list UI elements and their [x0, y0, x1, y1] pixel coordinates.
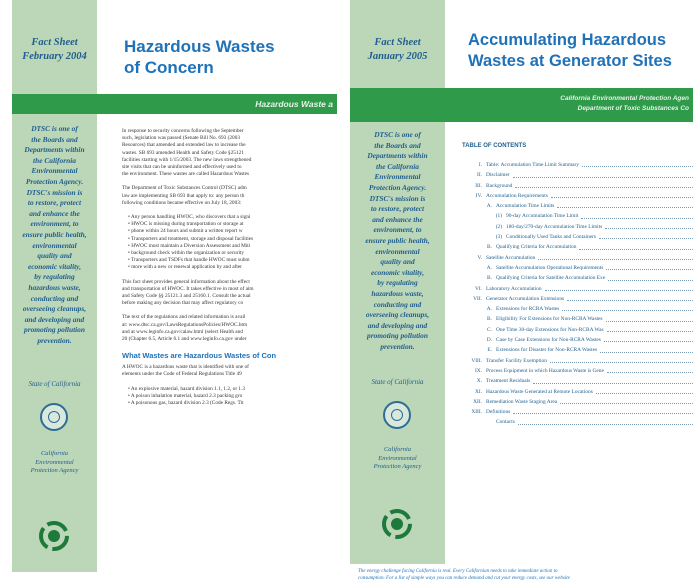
toc-entry-label: Hazardous Waste Generated at Remote Locations — [486, 388, 593, 395]
toc-entry-label: Accumulation Time Limits — [496, 203, 555, 210]
mission-line: the California — [376, 161, 419, 171]
toc-entry[interactable] — [468, 211, 693, 221]
list-item: • phone within 24 hours and submit a written report w — [128, 228, 337, 235]
toc-leader-dots — [513, 170, 693, 177]
toc-leader-dots — [538, 253, 693, 260]
toc-leader-dots — [599, 232, 693, 239]
paragraph — [122, 128, 337, 178]
bullet-list — [128, 214, 337, 272]
toc-entry-label: Conditionally Used Tanks and Containers — [506, 234, 596, 241]
text-line: wastes. SB 693 amended Health and Safety Code §25121 — [122, 149, 244, 156]
mission-line: to restore, protect — [370, 204, 425, 214]
list-item: • An explosive material, hazard division 1.1, 1.2, or 1.3 — [128, 386, 337, 393]
toc-entry[interactable] — [468, 181, 693, 191]
toc-entry-label: Process Equipment in which Hazardous Waste is Gene — [486, 367, 604, 374]
state-label: State of California — [28, 380, 81, 388]
list-item: • HWOC must maintain a Diversion Assessment and Miti — [128, 243, 337, 250]
mission-line: Protection Agency. — [25, 176, 84, 186]
bullet-list — [128, 386, 337, 408]
toc-entry-label: Extensions for RCRA Wastes — [496, 306, 560, 313]
text-line: A HWOC is a hazardous waste that is identified with one of — [122, 364, 249, 371]
toc-entry-number: B. — [487, 275, 492, 282]
toc-entry-label: Qualifying Criteria for Accumulation — [496, 244, 577, 251]
mission-line: conducting and — [373, 299, 422, 309]
mission-line: and enhance the — [29, 208, 80, 218]
toc-entry-label: Definitions — [486, 409, 511, 416]
toc-leader-dots — [608, 273, 693, 280]
text-line: the environment. These wastes are called Hazardous Wastes — [122, 171, 250, 178]
toc-entry[interactable] — [468, 387, 693, 397]
toc-entry-number: X. — [476, 378, 482, 385]
toc-entry[interactable] — [468, 417, 693, 427]
toc-leader-dots — [562, 304, 693, 311]
toc-entry[interactable] — [468, 356, 693, 366]
mission-line: by regulating — [34, 272, 75, 282]
toc-entry-number: (1) — [495, 213, 502, 220]
toc-entry-number: III. — [475, 182, 482, 189]
mission-line: prevention. — [37, 335, 72, 345]
toc-entry[interactable] — [468, 263, 693, 273]
paragraph — [122, 185, 337, 207]
toc-leader-dots — [533, 376, 693, 383]
mission-line: DTSC is one of — [31, 124, 78, 133]
mission-line: prevention. — [380, 341, 415, 351]
mission-line: conducting and — [30, 293, 79, 303]
mission-line: quality and — [380, 257, 415, 267]
mission-line: Departments within — [24, 145, 85, 155]
toc-entry[interactable] — [468, 345, 693, 355]
toc-entry-label: Transfer Facility Exemption — [486, 357, 547, 364]
text-line: and transportation of HWOC. It takes effective in most of aim — [122, 285, 254, 292]
mission-statement — [354, 130, 441, 352]
mission-line: to restore, protect — [27, 198, 82, 208]
toc-entry[interactable] — [468, 170, 693, 180]
toc-title: TABLE OF CONTENTS — [462, 143, 527, 149]
toc-entry-number: B. — [487, 244, 492, 251]
toc-leader-dots — [606, 314, 693, 321]
toc-entry-label: 180-day/270-day Accumulation Time Limits — [506, 223, 603, 230]
toc-entry[interactable] — [468, 201, 693, 211]
toc-entry-label: Disclaimer — [486, 172, 510, 179]
agency-line: Protection Agency — [30, 467, 79, 474]
text-line: law are implementing SB 693 that apply to: any person th — [122, 192, 245, 199]
toc-leader-dots — [550, 356, 693, 363]
recycle-logo-icon — [382, 509, 412, 539]
toc-leader-dots — [560, 397, 693, 404]
mission-line: ensure public health, — [365, 235, 430, 245]
toc-entry-number: XII. — [473, 398, 482, 405]
text-line: such, legislation was passed (Senate Bill No. 693 (2003 — [122, 135, 240, 142]
toc-entry-number: A. — [486, 264, 492, 271]
agency-line: California — [40, 450, 69, 457]
toc-entry-label: Contacts — [496, 419, 515, 426]
toc-entry-number: XI. — [474, 388, 482, 395]
toc-leader-dots — [513, 407, 693, 414]
toc-entry-label: Qualifying Criteria for Satellite Accumulation Exe — [496, 275, 606, 282]
toc-leader-dots — [596, 387, 693, 394]
toc-entry-label: Satellite Accumulation Operational Requirements — [496, 264, 604, 271]
fact-sheet-date-label: Fact Sheet January 2005 — [367, 37, 428, 62]
fact-sheet-accumulating-hazardous-wastes — [350, 0, 693, 586]
toc-entry[interactable] — [468, 304, 693, 314]
toc-entry-number: A. — [486, 306, 492, 313]
mission-line: the Boards and — [374, 140, 421, 150]
toc-entry[interactable] — [468, 232, 693, 242]
mission-line: environmental — [32, 240, 77, 250]
toc-entry[interactable] — [468, 335, 693, 345]
fact-sheet-hazardous-wastes-of-concern — [12, 0, 337, 572]
recycle-logo-icon — [39, 521, 69, 551]
toc-entry-label: Extensions for Disaster for Non-RCRA Wastes — [496, 347, 598, 354]
footer-line: consumption. For a list of simple ways you can reduce demand and cut your energy costs, see our website — [358, 576, 570, 581]
toc-leader-dots — [582, 160, 693, 167]
text-line: elements under the Code of Federal Regulations Title 49 — [122, 371, 242, 378]
text-line: This fact sheet provides general information about the effect — [122, 278, 250, 285]
mission-line: by regulating — [377, 278, 418, 288]
toc-leader-dots — [606, 263, 693, 270]
toc-entry-number: II. — [477, 172, 482, 179]
toc-entry-number: E. — [487, 347, 492, 354]
text-line: In response to security concerns following the September — [122, 128, 244, 134]
mission-line: DTSC is one of — [374, 130, 421, 139]
text-line: and Safety Code §§ 25121.3 and 25160.1. Consult the actual — [122, 293, 251, 300]
toc-leader-dots — [567, 294, 693, 301]
toc-entry[interactable] — [468, 294, 693, 304]
state-seal-icon — [40, 403, 68, 431]
text-line: site visits that can be uninformed and effectively used to — [122, 164, 242, 171]
toc-leader-dots — [518, 417, 693, 424]
mission-line: overseeing cleanups, — [365, 310, 430, 320]
toc-leader-dots — [605, 222, 693, 229]
table-of-contents — [468, 160, 693, 428]
toc-entry-label: 90-day Accumulation Time Limit — [506, 213, 579, 220]
toc-entry-label: One Time 30-day Extensions for Non-RCRA Was — [496, 326, 604, 333]
footer-note — [358, 568, 693, 582]
toc-entry[interactable] — [468, 242, 693, 252]
toc-entry[interactable] — [468, 325, 693, 335]
toc-entry-label: Laboratory Accumulation — [486, 285, 542, 292]
state-seal-icon — [383, 401, 411, 429]
paragraph — [122, 314, 337, 343]
toc-leader-dots — [557, 201, 693, 208]
toc-entry-number: VIII. — [471, 357, 482, 364]
mission-line: DTSC's mission is — [26, 187, 83, 197]
toc-leader-dots — [579, 242, 693, 249]
toc-entry[interactable] — [468, 160, 693, 170]
agency-line: Protection Agency — [373, 463, 422, 470]
mission-line: quality and — [37, 251, 72, 261]
toc-leader-dots — [515, 181, 693, 188]
paragraph — [122, 364, 337, 378]
toc-entry-label: Case by Case Extensions for Non-RCRA Wastes — [496, 337, 601, 344]
toc-entry-number: IX. — [474, 367, 482, 374]
paragraph — [122, 279, 337, 308]
text-line: at: www.dtsc.ca.gov/LawsRegulationsPolicies/HWOC.htm — [122, 321, 248, 328]
toc-entry-label: Satellite Accumulation — [486, 254, 536, 261]
toc-entry-number: V. — [477, 254, 482, 261]
text-line: Resources) that amended and extended law to increase the — [122, 142, 246, 149]
toc-leader-dots — [581, 211, 693, 218]
list-item: • Transporters and treatment, storage and disposal facilities — [128, 236, 337, 243]
mission-line: Departments within — [367, 151, 428, 161]
body-text — [122, 128, 337, 414]
mission-line: hazardous waste, — [371, 288, 424, 298]
mission-line: promoting pollution — [367, 331, 428, 341]
toc-entry[interactable] — [468, 314, 693, 324]
agency-line: California — [383, 446, 412, 453]
toc-leader-dots — [604, 335, 693, 342]
list-item: • A poisonous gas, hazard division 2.3 (Code Regs. Tit — [128, 400, 337, 407]
toc-entry-number: VII. — [473, 295, 482, 302]
list-item: • Any person handling HWOC, who discovers that a signi — [128, 214, 337, 221]
mission-line: Protection Agency. — [368, 182, 427, 192]
mission-line: and developing and — [24, 314, 85, 324]
toc-entry-number: VI. — [474, 285, 482, 292]
agency-line: Environmental — [378, 454, 417, 462]
toc-entry-number: IV. — [475, 192, 482, 199]
text-line: following conditions became effective on July 18, 2003: — [122, 199, 242, 206]
mission-line: the Boards and — [31, 134, 78, 144]
toc-leader-dots — [600, 345, 693, 352]
toc-entry[interactable] — [468, 376, 693, 386]
toc-leader-dots — [551, 191, 693, 198]
mission-line: economic vitality, — [370, 267, 425, 277]
mission-line: hazardous waste, — [28, 282, 81, 292]
agency-line: Environmental — [35, 458, 74, 466]
toc-entry[interactable] — [468, 222, 693, 232]
mission-line: environmental — [375, 246, 420, 256]
text-line: before making any decision that may affect regulatory co — [122, 300, 244, 307]
toc-entry-label: Remediation Waste Staging Area — [486, 398, 558, 405]
toc-entry-number: B. — [487, 316, 492, 323]
mission-line: environment, to — [30, 219, 79, 229]
mission-line: and developing and — [367, 320, 428, 330]
mission-line: ensure public health, — [22, 229, 87, 239]
page-title: Hazardous Wastes of Concern — [124, 37, 275, 77]
mission-line: DTSC's mission is — [369, 193, 426, 203]
toc-entry[interactable] — [468, 407, 693, 417]
toc-entry[interactable] — [468, 253, 693, 263]
mission-line: overseeing cleanups, — [22, 304, 87, 314]
mission-line: promoting pollution — [24, 325, 85, 335]
toc-leader-dots — [545, 284, 693, 291]
toc-entry-number: C. — [487, 326, 492, 333]
footer-line: The energy challenge facing California is real. Every Californian needs to take immediate action to — [358, 569, 558, 574]
toc-entry-number: D. — [486, 337, 492, 344]
list-item: • HWOC is missing during transportation or storage at — [128, 221, 337, 228]
mission-line: Environmental — [374, 172, 421, 182]
agency-label — [12, 450, 97, 476]
toc-leader-dots — [607, 325, 693, 332]
toc-entry-number: I. — [478, 162, 482, 168]
toc-entry-label: Table: Accumulation Time Limit Summary — [486, 162, 580, 168]
toc-entry[interactable] — [468, 191, 693, 201]
toc-entry[interactable] — [468, 366, 693, 376]
toc-entry-number: (2) — [495, 223, 502, 230]
text-line: and at www.leginfo.ca.gov/calaw.html (select Health and — [122, 328, 243, 335]
section-heading: What Wastes are Hazardous Wastes of Con — [122, 351, 277, 361]
mission-line: Environmental — [31, 166, 78, 176]
mission-line: and enhance the — [372, 214, 423, 224]
state-label: State of California — [371, 378, 424, 386]
mission-line: economic vitality, — [27, 261, 82, 271]
toc-entry-label: Treatment Residuals — [486, 378, 531, 385]
list-item: • more with a new or renewal application by and after — [128, 264, 337, 271]
list-item: • background check within the organization or security — [128, 250, 337, 257]
toc-entry-label: Background — [486, 182, 513, 189]
section-banner: California Environmental Protection Agen Department of Toxic Substances Co — [350, 88, 693, 122]
toc-entry-label: Accumulation Requirements — [486, 192, 548, 199]
page-title: Accumulating Hazardous Wastes at Generator Sites — [468, 31, 672, 70]
toc-entry-number: (3) — [495, 234, 502, 241]
text-line: The text of the regulations and related information is avail — [122, 314, 246, 321]
section-banner: Hazardous Waste a — [12, 94, 337, 114]
fact-sheet-date-label: Fact Sheet February 2004 — [22, 37, 87, 62]
toc-entry[interactable] — [468, 397, 693, 407]
mission-line: the California — [33, 155, 76, 165]
toc-entry-number: XIII. — [471, 409, 482, 416]
text-line: facilities starting with 1/15/2003. The new laws strengthened — [122, 156, 252, 163]
text-line: 20 (Chapter 6.5, Article 6.1 and www.leginfo.ca.gov under — [122, 336, 247, 343]
list-item: • A poison inhalation material, hazard 2.3 packing gro — [128, 393, 337, 400]
toc-entry-label: Eligibility For Extensions for Non-RCRA Wastes — [496, 316, 603, 323]
agency-label — [350, 446, 445, 472]
mission-statement — [16, 124, 93, 346]
list-item: • Transporters and TSDFs that handle HWOC must subm — [128, 257, 337, 264]
toc-entry[interactable] — [468, 273, 693, 283]
toc-entry-number: A. — [486, 203, 492, 210]
toc-leader-dots — [607, 366, 693, 373]
mission-line: environment, to — [373, 225, 422, 235]
toc-entry[interactable] — [468, 284, 693, 294]
text-line: The Department of Toxic Substances Control (DTSC) adm — [122, 185, 247, 192]
toc-entry-number — [478, 417, 492, 427]
toc-entry-label: Generator Accumulation Extensions — [486, 295, 565, 302]
